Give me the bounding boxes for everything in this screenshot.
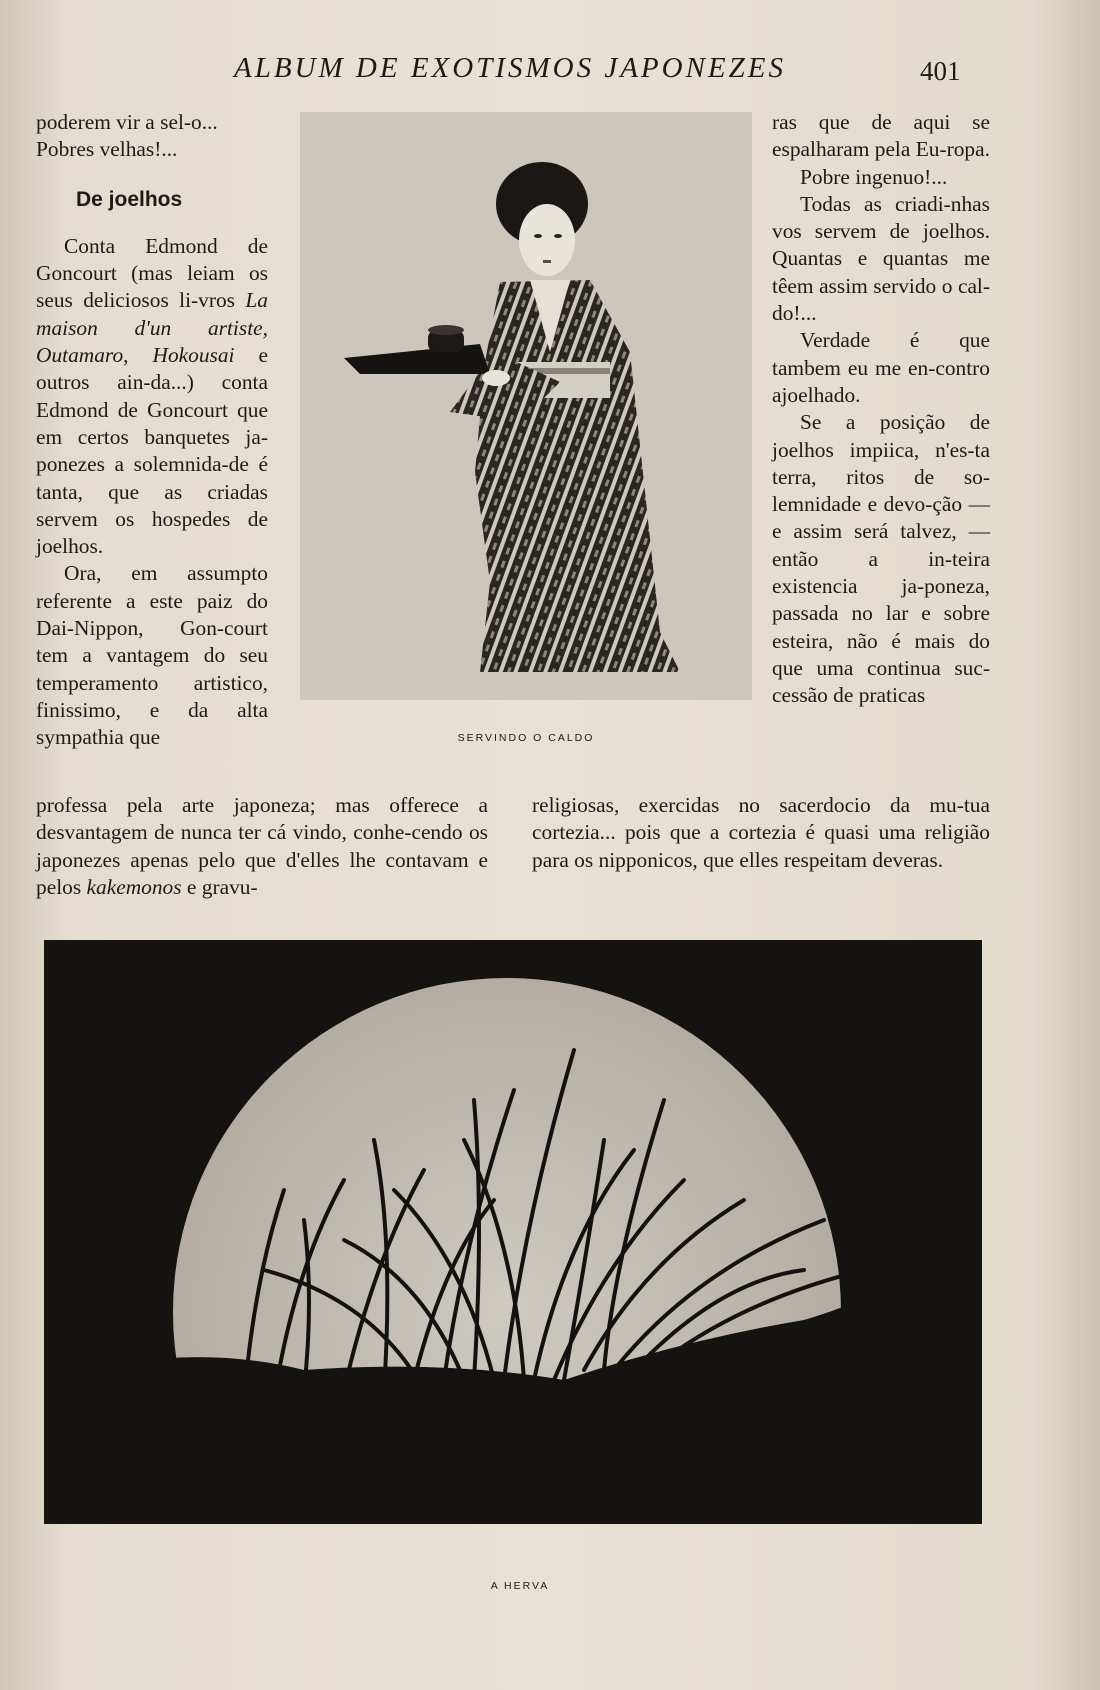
text-line: Pobres velhas!... — [36, 137, 178, 162]
right-column — [772, 109, 990, 710]
photo-woman-serving — [300, 112, 752, 700]
text: e gravu- — [186, 874, 258, 899]
spanning-text-left — [36, 792, 488, 901]
caption-photo2: A HERVA — [490, 1580, 550, 1592]
text: Conta Edmond de Goncourt (mas leiam os seus deliciosos li-vros — [36, 233, 268, 313]
paragraph-span-left — [36, 792, 488, 901]
grass-moon-illustration — [44, 940, 982, 1524]
left-column — [36, 109, 268, 752]
kakemonos-term: kakemonos — [86, 874, 182, 899]
text-line: poderem vir a sel-o... — [36, 110, 218, 134]
book-titles: La maison d'un artiste, Outamaro, Hokousai — [36, 288, 268, 368]
text: e outros ain-da...) conta Edmond de Goncourt que em certos banquetes ja-ponezes a solemnida-de é tanta, que as criadas servem os hospedes de joelhos. — [36, 343, 268, 559]
paragraph-span-right: religiosas, exercidas no sacerdocio da mu-tua cortezia... pois que a cortezia é quasi uma religião para os nipponicos, que elles respeitam deveras. — [532, 793, 990, 872]
photo-grass-moon — [44, 940, 982, 1524]
paragraph-continuation: ras que de aqui se espalharam pela Eu-ropa. — [772, 110, 990, 162]
page-number: 401 — [920, 56, 961, 86]
paragraph-intro — [36, 109, 268, 164]
paragraph-dai-nippon: Ora, em assumpto referente a este paiz do Dai-Nippon, Gon-court tem a vantagem do seu temperamento artistico, finissimo, e da alta sympathia que — [36, 561, 268, 750]
text: professa pela arte japoneza; mas offerece a desvantagem de nunca ter cá vindo, conhe-cendo os japonezes apenas pelo que d'elles lhe contavam e pelos — [36, 793, 488, 899]
paragraph-posicao: Se a posição de joelhos impiica, n'es-ta terra, ritos de so-lemnidade e devo-ção — e assim será talvez, — então a in-teira existencia ja-poneza, passada no lar e sobre esteira, não é mais do que uma continua suc-cessão de praticas — [772, 410, 990, 708]
paragraph-goncourt — [36, 233, 268, 561]
spanning-text-right — [532, 792, 990, 874]
paragraph-ajoelhado: Verdade é que tambem eu me en-contro ajoelhado. — [772, 328, 990, 407]
caption-photo1: SERVINDO O CALDO — [457, 732, 595, 744]
paragraph-ingenuo: Pobre ingenuo!... — [800, 164, 948, 189]
paragraph-criadinhas: Todas as criadi-nhas vos servem de joelhos. Quantas e quantas me têem assim servido o cal-do!... — [772, 191, 990, 326]
woman-kneeling-illustration — [300, 112, 752, 700]
section-heading: De joelhos — [76, 187, 183, 211]
running-head: ALBUM DE EXOTISMOS JAPONEZES — [234, 52, 786, 84]
